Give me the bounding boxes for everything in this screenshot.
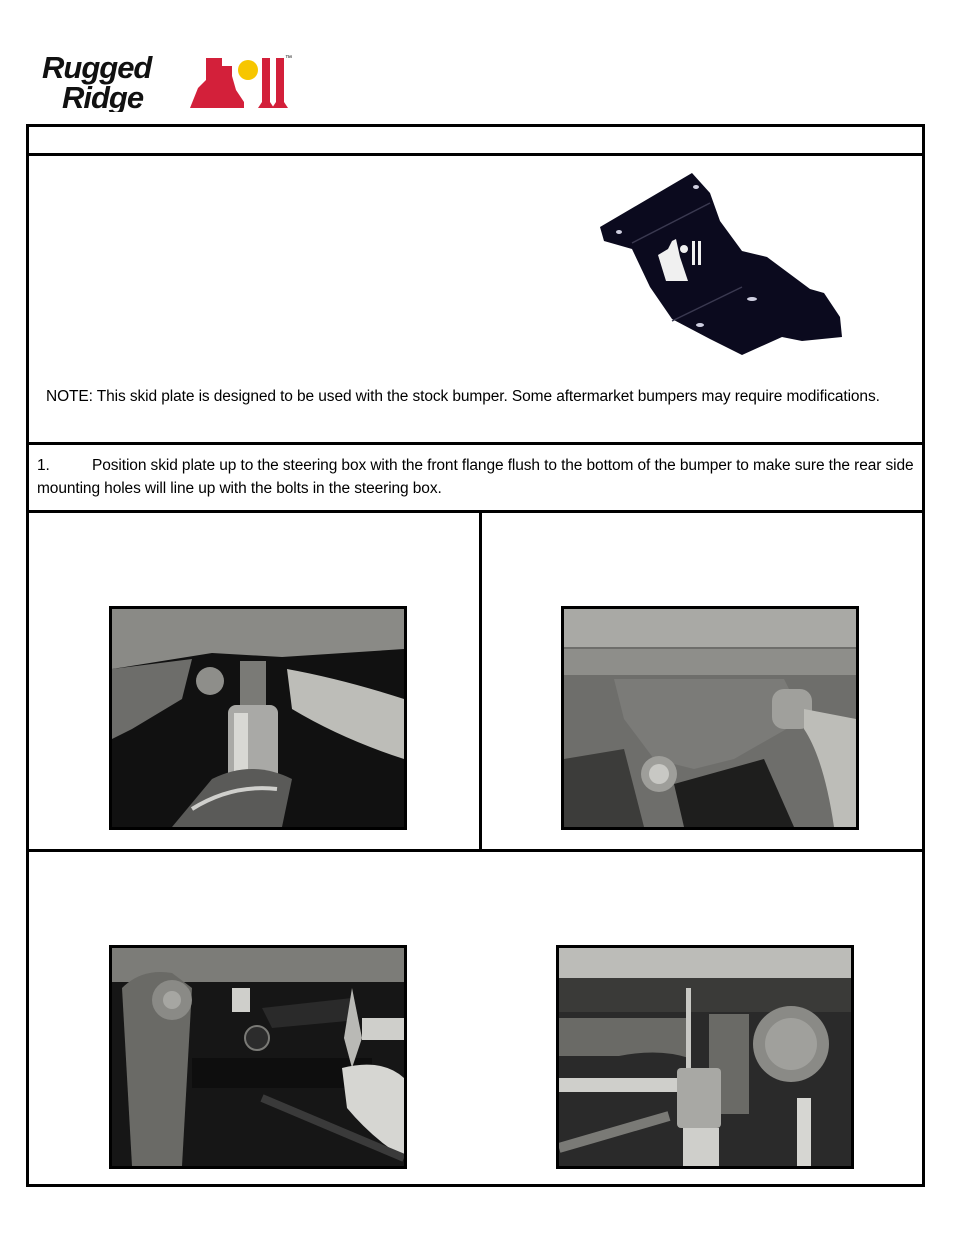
title-bar <box>29 127 922 153</box>
divider <box>29 153 922 156</box>
mountain-icon <box>190 58 244 108</box>
column-divider <box>479 510 482 852</box>
photo-2-image <box>564 609 856 827</box>
skid-plate-product-image <box>592 169 842 359</box>
logo-line2: Ridge <box>62 80 144 112</box>
trademark: ™ <box>285 55 292 62</box>
photo-4-image <box>559 948 851 1166</box>
photo-3-image <box>112 948 404 1166</box>
pillar-left-icon <box>258 58 274 108</box>
sun-icon <box>238 60 258 80</box>
photo-2 <box>561 606 859 830</box>
divider <box>29 442 922 445</box>
logo-graphic <box>40 50 295 112</box>
pillar-right-icon <box>272 58 288 108</box>
logo-line1: Rugged <box>42 50 152 85</box>
step-1 <box>37 454 917 500</box>
note-text: NOTE: This skid plate is designed to be used with the stock bumper. Some aftermarket bumpers may require modifications. <box>46 388 880 405</box>
rugged-ridge-logo <box>40 50 295 112</box>
step-number: 1. <box>37 457 50 474</box>
photo-4 <box>556 945 854 1169</box>
instruction-table <box>26 124 925 1187</box>
photo-1 <box>109 606 407 830</box>
divider <box>29 510 922 513</box>
photo-1-image <box>112 609 404 827</box>
skid-plate-icon <box>592 169 842 359</box>
step-text: Position skid plate up to the steering box with the front flange flush to the bottom of the bumper to make sure the rear side mounting holes will line up with the bolts in the steering box. <box>37 457 914 497</box>
divider <box>29 849 922 852</box>
photo-3 <box>109 945 407 1169</box>
